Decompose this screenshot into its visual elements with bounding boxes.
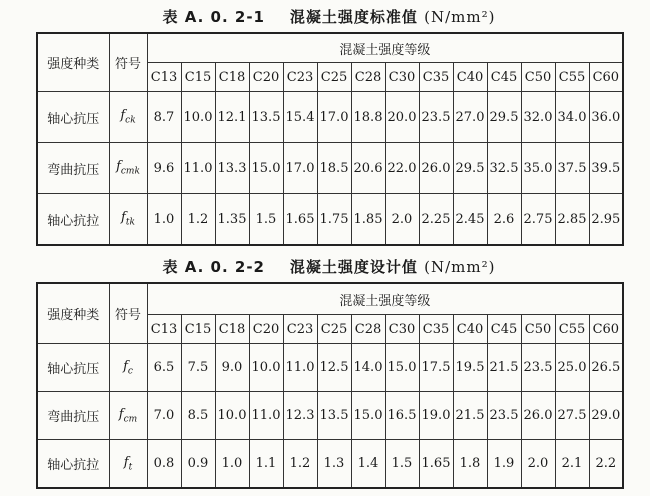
value-cell: 2.95 [589, 194, 623, 246]
value-cell: 19.0 [419, 392, 453, 440]
table-row [37, 344, 623, 392]
value-cell: 34.0 [555, 92, 589, 143]
grade-cell: C60 [589, 63, 623, 92]
value-cell: 11.0 [181, 143, 215, 194]
value-cell: 22.0 [385, 143, 419, 194]
value-cell: 1.9 [487, 440, 521, 489]
table-number: 表 A. 0. 2-2 [162, 258, 265, 276]
grade-cell: C45 [487, 315, 521, 344]
value-cell: 1.65 [419, 440, 453, 489]
value-cell: 7.0 [147, 392, 181, 440]
grade-cell: C55 [555, 315, 589, 344]
value-cell: 11.0 [283, 344, 317, 392]
symbol-cell [109, 92, 147, 143]
grade-cell: C55 [555, 63, 589, 92]
grade-cell: C60 [589, 315, 623, 344]
value-cell: 26.0 [419, 143, 453, 194]
table-row [37, 143, 623, 194]
grade-cell: C13 [147, 315, 181, 344]
grade-cell: C25 [317, 315, 351, 344]
value-cell: 12.5 [317, 344, 351, 392]
grade-cell: C13 [147, 63, 181, 92]
table-unit: (N/mm²) [424, 8, 496, 26]
value-cell: 14.0 [351, 344, 385, 392]
value-cell: 8.7 [147, 92, 181, 143]
value-cell: 23.5 [521, 344, 555, 392]
value-cell: 10.0 [249, 344, 283, 392]
value-cell: 18.8 [351, 92, 385, 143]
value-cell: 27.0 [453, 92, 487, 143]
value-cell: 29.0 [589, 392, 623, 440]
value-cell: 1.65 [283, 194, 317, 246]
value-cell: 10.0 [215, 392, 249, 440]
value-cell: 15.4 [283, 92, 317, 143]
grade-cell: C30 [385, 315, 419, 344]
value-cell: 2.0 [385, 194, 419, 246]
grade-cell: C50 [521, 63, 555, 92]
table-body [37, 283, 623, 488]
grade-cell: C50 [521, 315, 555, 344]
value-cell: 32.5 [487, 143, 521, 194]
value-cell: 27.5 [555, 392, 589, 440]
col-header-symbol: 符号 [109, 33, 147, 92]
symbol-letter: f [116, 159, 121, 175]
value-cell: 12.3 [283, 392, 317, 440]
symbol-cell [109, 392, 147, 440]
grade-cell: C23 [283, 315, 317, 344]
value-cell: 0.8 [147, 440, 181, 489]
value-cell: 18.5 [317, 143, 351, 194]
value-cell: 35.0 [521, 143, 555, 194]
grade-cell: C35 [419, 315, 453, 344]
value-cell: 1.0 [147, 194, 181, 246]
table-caption [36, 252, 622, 282]
symbol-subscript: ck [125, 115, 136, 126]
symbol-letter: f [123, 358, 128, 374]
value-cell: 32.0 [521, 92, 555, 143]
value-cell: 20.6 [351, 143, 385, 194]
value-cell: 1.85 [351, 194, 385, 246]
value-cell: 11.0 [249, 392, 283, 440]
value-cell: 1.0 [215, 440, 249, 489]
symbol-cell [109, 143, 147, 194]
grade-cell: C30 [385, 63, 419, 92]
strength-type-cell: 弯曲抗压 [37, 143, 109, 194]
strength-type-cell: 轴心抗压 [37, 344, 109, 392]
value-cell: 17.5 [419, 344, 453, 392]
value-cell: 29.5 [487, 92, 521, 143]
strength-type-cell: 弯曲抗压 [37, 392, 109, 440]
grade-cell: C28 [351, 315, 385, 344]
symbol-cell [109, 194, 147, 246]
grade-cell: C35 [419, 63, 453, 92]
grade-group-header: 混凝土强度等级 [147, 33, 623, 63]
table-unit: (N/mm²) [424, 258, 496, 276]
value-cell: 1.2 [181, 194, 215, 246]
value-cell: 17.0 [317, 92, 351, 143]
value-cell: 13.3 [215, 143, 249, 194]
grade-cell: C25 [317, 63, 351, 92]
value-cell: 2.75 [521, 194, 555, 246]
value-cell: 20.0 [385, 92, 419, 143]
header-row [37, 33, 623, 63]
grade-cell: C28 [351, 63, 385, 92]
symbol-letter: f [121, 210, 126, 226]
grade-cell: C18 [215, 315, 249, 344]
value-cell: 1.1 [249, 440, 283, 489]
value-cell: 19.5 [453, 344, 487, 392]
header-row [37, 283, 623, 315]
value-cell: 1.3 [317, 440, 351, 489]
symbol-letter: f [123, 454, 129, 470]
value-cell: 25.0 [555, 344, 589, 392]
table-number: 表 A. 0. 2-1 [162, 8, 265, 26]
value-cell: 12.1 [215, 92, 249, 143]
value-cell: 0.9 [181, 440, 215, 489]
grade-cell: C40 [453, 315, 487, 344]
strength-type-cell: 轴心抗压 [37, 92, 109, 143]
value-cell: 2.85 [555, 194, 589, 246]
symbol-letter: f [118, 406, 124, 422]
value-cell: 2.6 [487, 194, 521, 246]
value-cell: 2.1 [555, 440, 589, 489]
value-cell: 6.5 [147, 344, 181, 392]
design-strength-table-block [36, 252, 622, 489]
symbol-subscript: t [128, 462, 133, 473]
value-cell: 2.25 [419, 194, 453, 246]
value-cell: 1.75 [317, 194, 351, 246]
symbol-letter: f [120, 108, 126, 124]
symbol-cell [109, 344, 147, 392]
value-cell: 2.0 [521, 440, 555, 489]
value-cell: 9.0 [215, 344, 249, 392]
table-name: 混凝土强度标准值 [289, 8, 418, 26]
value-cell: 26.5 [589, 344, 623, 392]
table-body [37, 33, 623, 245]
table-row [37, 92, 623, 143]
value-cell: 13.5 [317, 392, 351, 440]
value-cell: 29.5 [453, 143, 487, 194]
value-cell: 13.5 [249, 92, 283, 143]
value-cell: 9.6 [147, 143, 181, 194]
value-cell: 8.5 [181, 392, 215, 440]
value-cell: 1.35 [215, 194, 249, 246]
value-cell: 1.5 [249, 194, 283, 246]
value-cell: 1.4 [351, 440, 385, 489]
symbol-subscript: cmk [120, 166, 140, 177]
col-header-symbol: 符号 [109, 283, 147, 344]
symbol-subscript: cm [123, 414, 138, 425]
strength-table [36, 32, 624, 246]
value-cell: 1.8 [453, 440, 487, 489]
grade-cell: C40 [453, 63, 487, 92]
value-cell: 23.5 [419, 92, 453, 143]
table-row [37, 194, 623, 246]
grade-group-header: 混凝土强度等级 [147, 283, 623, 315]
symbol-subscript: tk [125, 217, 135, 228]
value-cell: 23.5 [487, 392, 521, 440]
value-cell: 36.0 [589, 92, 623, 143]
grade-cell: C45 [487, 63, 521, 92]
col-header-type: 强度种类 [37, 283, 109, 344]
value-cell: 39.5 [589, 143, 623, 194]
grade-cell: C20 [249, 63, 283, 92]
value-cell: 21.5 [487, 344, 521, 392]
value-cell: 15.0 [351, 392, 385, 440]
value-cell: 10.0 [181, 92, 215, 143]
symbol-cell [109, 440, 147, 489]
value-cell: 1.5 [385, 440, 419, 489]
value-cell: 2.2 [589, 440, 623, 489]
value-cell: 37.5 [555, 143, 589, 194]
table-caption [36, 2, 622, 32]
symbol-subscript: c [127, 366, 133, 377]
value-cell: 15.0 [385, 344, 419, 392]
value-cell: 15.0 [249, 143, 283, 194]
grade-cell: C15 [181, 63, 215, 92]
grade-cell: C20 [249, 315, 283, 344]
col-header-type: 强度种类 [37, 33, 109, 92]
value-cell: 16.5 [385, 392, 419, 440]
strength-type-cell: 轴心抗拉 [37, 194, 109, 246]
strength-table [36, 282, 624, 489]
value-cell: 26.0 [521, 392, 555, 440]
grade-cell: C23 [283, 63, 317, 92]
value-cell: 7.5 [181, 344, 215, 392]
grade-cell: C15 [181, 315, 215, 344]
standard-strength-table-block [36, 2, 622, 246]
grade-cell: C18 [215, 63, 249, 92]
table-row [37, 440, 623, 489]
strength-type-cell: 轴心抗拉 [37, 440, 109, 489]
value-cell: 17.0 [283, 143, 317, 194]
value-cell: 1.2 [283, 440, 317, 489]
table-row [37, 392, 623, 440]
value-cell: 2.45 [453, 194, 487, 246]
value-cell: 21.5 [453, 392, 487, 440]
table-name: 混凝土强度设计值 [289, 258, 418, 276]
